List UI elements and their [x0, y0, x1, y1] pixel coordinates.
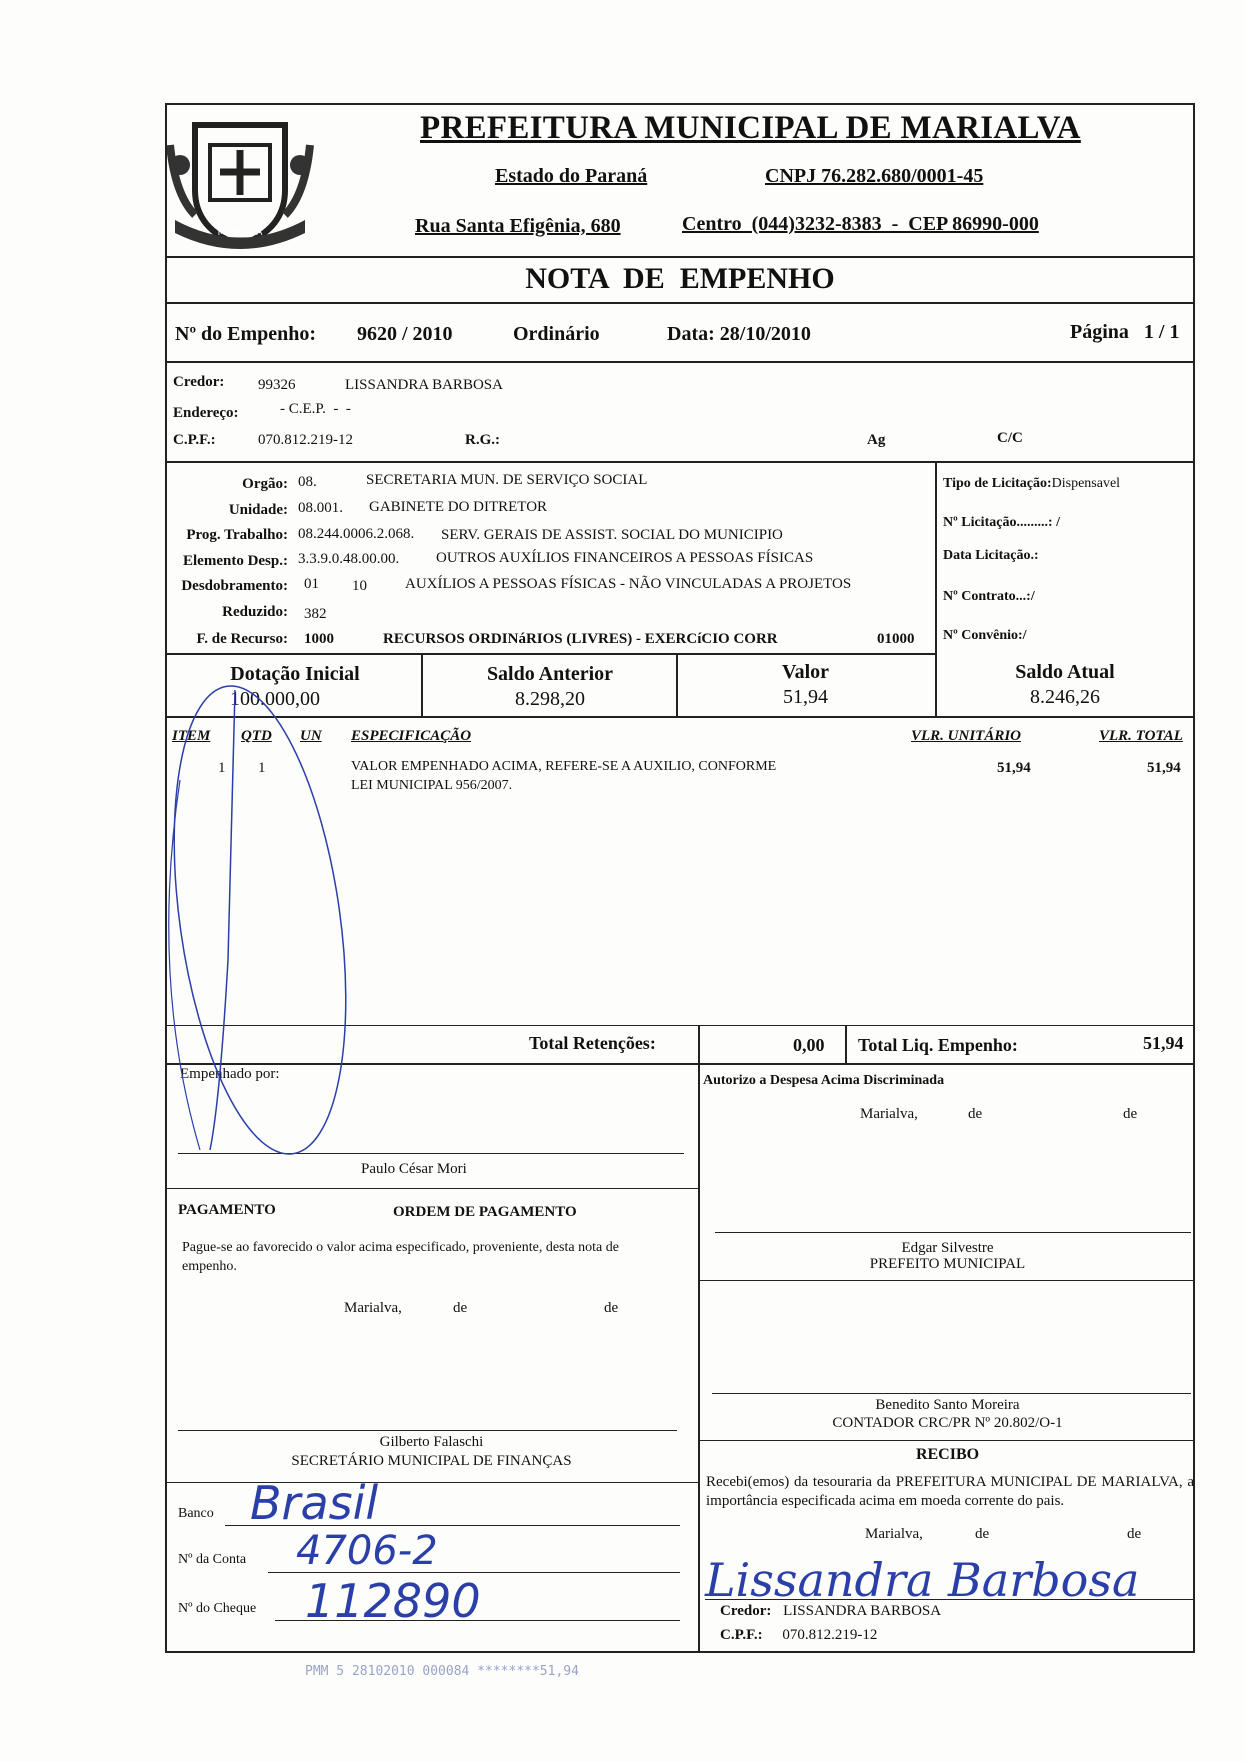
empenho-type: Ordinário: [513, 323, 600, 345]
col-vlr-unitario: VLR. UNITÁRIO: [911, 728, 1022, 744]
col-vlr-total: VLR. TOTAL: [1099, 728, 1183, 744]
pagamento-label: PAGAMENTO: [178, 1202, 276, 1218]
recibo-credor-value: LISSANDRA BARBOSA: [783, 1603, 942, 1619]
saldo-atual-value: 8.246,26: [1030, 686, 1100, 708]
signature-line: [178, 1430, 677, 1431]
contador-signer: Benedito Santo Moreira: [875, 1397, 1020, 1413]
recibo-text: Recebi(emos) da tesouraria da PREFEITURA MUNICIPAL DE MARIALVA, a importância especificada acima em moeda corrente do pais.: [706, 1474, 1194, 1509]
divider: [698, 1440, 1195, 1441]
valor-value: 51,94: [783, 686, 828, 708]
receiver-signature: Lissandra Barbosa: [705, 1553, 1140, 1607]
divider: [165, 653, 935, 655]
data-licitacao: Data Licitação.:: [943, 548, 1039, 563]
recibo-cpf: [720, 1627, 877, 1644]
prog-code: 08.244.0006.2.068.: [298, 526, 415, 542]
divider: [165, 1482, 698, 1483]
autorizo-de2: de: [1123, 1106, 1138, 1122]
autorizo-place: Marialva,: [860, 1106, 918, 1122]
banco-label: Banco: [178, 1506, 214, 1521]
recibo-cpf-label: C.P.F.:: [720, 1627, 763, 1643]
col-especificacao: ESPECIFICAÇÃO: [351, 728, 472, 744]
conta-handwritten: 4706-2: [296, 1528, 438, 1574]
total-liquido-label: Total Liq. Empenho:: [858, 1035, 1018, 1055]
recurso-desc: RECURSOS ORDINáRIOS (LIVRES) - EXERCíCIO CORR: [383, 631, 778, 647]
recibo-de1: de: [975, 1526, 990, 1542]
elemento-desc: OUTROS AUXÍLIOS FINANCEIROS A PESSOAS FÍSICAS: [436, 550, 814, 566]
unidade-desc: GABINETE DO DITRETOR: [369, 499, 548, 515]
divider: [165, 461, 1195, 463]
numero-licitacao: Nº Licitação.........: /: [943, 515, 1060, 530]
recibo-place: Marialva,: [865, 1526, 923, 1542]
elemento-code: 3.3.9.0.48.00.00.: [298, 551, 400, 567]
recibo-credor-label: Credor:: [720, 1603, 772, 1619]
coat-of-arms-banner: MARIALVA: [217, 228, 263, 238]
desdobramento-label: Desdobramento:: [181, 578, 288, 594]
banco-handwritten: Brasil: [250, 1476, 379, 1530]
divider-vertical: [421, 653, 423, 716]
prog-desc: SERV. GERAIS DE ASSIST. SOCIAL DO MUNICIPIO: [441, 527, 783, 543]
divider: [698, 1280, 1195, 1281]
saldo-anterior-value: 8.298,20: [515, 688, 585, 710]
empenho-number-label: Nº do Empenho:: [175, 323, 317, 345]
saldo-anterior-label: Saldo Anterior: [486, 663, 614, 685]
divider: [165, 361, 1195, 363]
recurso-code: 1000: [304, 631, 334, 647]
autorizo-signer: Edgar Silvestre: [901, 1240, 994, 1256]
desdobramento-desc: AUXÍLIOS A PESSOAS FÍSICAS - NÃO VINCULADAS A PROJETOS: [405, 576, 852, 592]
document-title: NOTA DE EMPENHO: [525, 262, 835, 295]
endereco-value: - C.E.P. - -: [280, 401, 351, 417]
desdobramento-code: 01: [304, 576, 319, 592]
valor-label: Valor: [781, 661, 830, 683]
pagamento-place: Marialva,: [344, 1300, 402, 1316]
tipo-licitacao-value: Dispensavel: [1051, 476, 1121, 491]
numero-convenio: Nº Convênio:/: [943, 628, 1027, 643]
recibo-cpf-value: 070.812.219-12: [782, 1627, 878, 1643]
state-label: Estado do Paraná: [495, 165, 648, 187]
unidade-code: 08.001.: [298, 500, 343, 516]
recurso-label: F. de Recurso:: [196, 631, 288, 647]
empenho-number-value: 9620 / 2010: [357, 323, 453, 345]
cc-label: C/C: [997, 430, 1023, 446]
dotacao-inicial-value: 100.000,00: [230, 688, 320, 710]
item-desc-line1: VALOR EMPENHADO ACIMA, REFERE-SE A AUXILIO, CONFORME: [351, 759, 777, 774]
endereco-label: Endereço:: [173, 405, 239, 421]
item-qtd: 1: [258, 760, 266, 776]
item-unit-value: 51,94: [997, 760, 1031, 776]
elemento-label: Elemento Desp.:: [183, 553, 288, 569]
empenho-date: Data: 28/10/2010: [667, 323, 811, 345]
bottom-stamp: PMM 5 28102010 000084 ********51,94: [305, 1664, 579, 1679]
cheque-handwritten: 112890: [305, 1574, 481, 1628]
recibo-de2: de: [1127, 1526, 1142, 1542]
cpf-value: 070.812.219-12: [258, 432, 353, 448]
divider-vertical: [698, 1025, 700, 1065]
credor-code: 99326: [258, 377, 296, 393]
rg-label: R.G.:: [465, 432, 500, 448]
desdobramento-sub: 10: [352, 578, 367, 594]
page-number: Página 1 / 1: [1070, 321, 1180, 343]
prog-label: Prog. Trabalho:: [186, 527, 288, 543]
divider-vertical: [698, 1063, 700, 1653]
total-retencoes-label: Total Retenções:: [529, 1033, 656, 1053]
pagamento-de2: de: [604, 1300, 619, 1316]
total-liquido-value: 51,94: [1143, 1033, 1184, 1053]
reduzido-label: Reduzido:: [222, 604, 288, 620]
recurso-extra: 01000: [877, 631, 915, 647]
orgao-code: 08.: [298, 474, 317, 490]
cpf-label: C.P.F.:: [173, 432, 216, 448]
ordem-pagamento-label: ORDEM DE PAGAMENTO: [393, 1204, 577, 1220]
tipo-licitacao: [943, 476, 1120, 492]
recibo-label: RECIBO: [915, 1446, 980, 1463]
saldo-atual-label: Saldo Atual: [1015, 661, 1115, 683]
pagamento-signer: Gilberto Falaschi: [379, 1434, 484, 1450]
conta-label: Nº da Conta: [178, 1552, 247, 1567]
tipo-licitacao-label: Tipo de Licitação:: [943, 476, 1052, 491]
address-label: Rua Santa Efigênia, 680: [415, 215, 621, 237]
cnpj-label: CNPJ 76.282.680/0001-45: [765, 165, 984, 187]
signature-line: [712, 1393, 1191, 1394]
reduzido-value: 382: [304, 606, 327, 622]
signature-line: [715, 1232, 1191, 1233]
autorizo-role: PREFEITO MUNICIPAL: [869, 1256, 1026, 1272]
numero-contrato: Nº Contrato...:/: [943, 589, 1035, 604]
col-qtd: QTD: [241, 728, 272, 744]
autorizo-de1: de: [968, 1106, 983, 1122]
credor-name: LISSANDRA BARBOSA: [345, 377, 503, 393]
cheque-label: Nº do Cheque: [178, 1601, 257, 1616]
ag-label: Ag: [867, 432, 886, 448]
pagamento-text: Pague-se ao favorecido o valor acima especificado, proveniente, desta nota de empenho.: [182, 1240, 619, 1274]
dotacao-inicial-label: Dotação Inicial: [230, 663, 360, 685]
contador-role: CONTADOR CRC/PR Nº 20.802/O-1: [832, 1415, 1063, 1431]
item-total-value: 51,94: [1147, 760, 1181, 776]
autorizo-label: Autorizo a Despesa Acima Discriminada: [703, 1073, 945, 1088]
pen-scribble-icon: [140, 680, 390, 1180]
credor-label: Credor:: [173, 374, 225, 390]
col-un: UN: [300, 728, 322, 744]
pagamento-role: SECRETÁRIO MUNICIPAL DE FINANÇAS: [291, 1453, 572, 1469]
divider: [165, 256, 1195, 258]
unidade-label: Unidade:: [228, 502, 288, 518]
item-number: 1: [218, 760, 226, 776]
orgao-label: Orgão:: [242, 476, 288, 492]
col-item: ITEM: [172, 728, 211, 744]
empenhado-label: Empenhado por:: [180, 1066, 280, 1082]
orgao-desc: SECRETARIA MUN. DE SERVIÇO SOCIAL: [366, 472, 648, 488]
divider-vertical: [845, 1025, 847, 1065]
item-desc-line2: LEI MUNICIPAL 956/2007.: [351, 778, 513, 793]
pagamento-de1: de: [453, 1300, 468, 1316]
divider: [165, 1188, 698, 1189]
empenhado-signer: Paulo César Mori: [361, 1161, 467, 1177]
page-title: PREFEITURA MUNICIPAL DE MARIALVA: [420, 110, 1081, 146]
divider: [165, 302, 1195, 304]
contact-label: Centro (044)3232-8383 - CEP 86990-000: [682, 213, 1039, 235]
total-retencoes-value: 0,00: [793, 1035, 825, 1055]
